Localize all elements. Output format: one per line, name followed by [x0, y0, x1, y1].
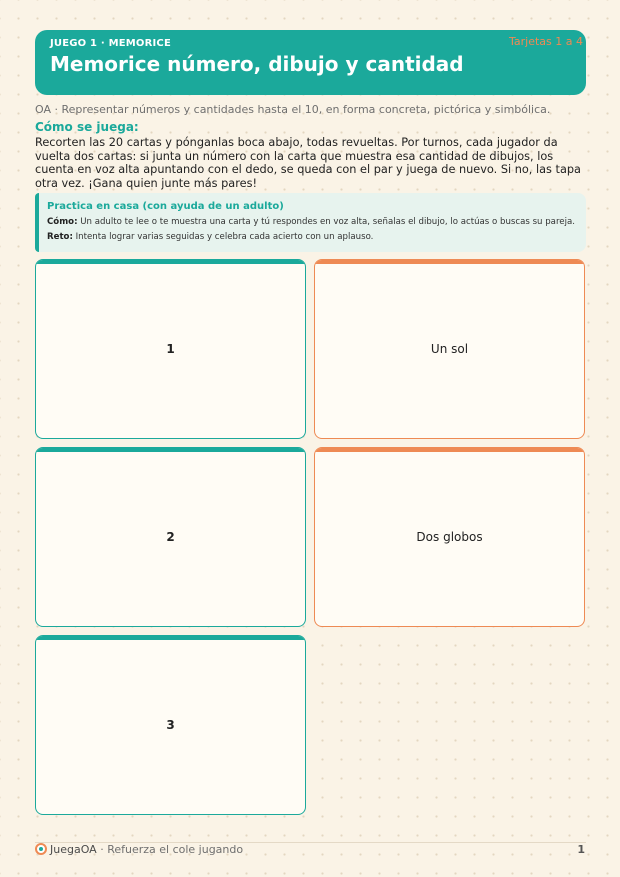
brand-logo-icon	[35, 843, 47, 855]
practice-how-line	[47, 217, 575, 227]
how-to-play-title: Cómo se juega:	[35, 120, 139, 134]
card-number: 1	[166, 342, 175, 356]
practice-how-text: Un adulto te lee o te muestra una carta y tú respondes en voz alta, señalas el dibujo, lo actúas o buscas su pareja.	[77, 217, 575, 227]
game-header	[35, 30, 586, 95]
learning-objective: OA · Representar números y cantidades hasta el 10, en forma concreta, pictórica y simbólica.	[35, 103, 551, 116]
card-number: 3	[166, 718, 175, 732]
memory-card-number-2[interactable]	[35, 447, 306, 627]
practice-challenge-text: Intenta lograr varias seguidas y celebra cada acierto con un aplauso.	[72, 232, 374, 242]
memory-card-picture-balloons[interactable]	[314, 447, 585, 627]
memory-card-number-1[interactable]	[35, 259, 306, 439]
cards-range-label: Tarjetas 1 a 4	[509, 35, 583, 48]
card-picture-label: Dos globos	[416, 530, 483, 544]
card-picture-label: Un sol	[430, 342, 469, 356]
card-number: 2	[166, 530, 175, 544]
practice-challenge-label: Reto:	[47, 232, 73, 242]
memory-card-picture-sun[interactable]	[314, 259, 585, 439]
page-number: 1	[577, 843, 585, 856]
game-kicker: JUEGO 1 · MEMORICE	[50, 38, 172, 49]
how-to-play-text: Recorten las 20 cartas y pónganlas boca abajo, todas revueltas. Por turnos, cada jugador da vuelta dos cartas: si junta un número con la carta que muestra esa cantidad de dibujos, los cuenta en voz alta apuntando con el dedo, se queda con el par y juega de nuevo. Si no, las tapa otra vez. ¡Gana quien junte más pares!	[35, 136, 581, 190]
practice-title: Practica en casa (con ayuda de un adulto)	[47, 201, 284, 212]
practice-how-label: Cómo:	[47, 217, 78, 227]
brand-tagline: · Refuerza el cole jugando	[96, 843, 244, 856]
memory-card-number-3[interactable]	[35, 635, 306, 815]
brand-name: JuegaOA	[50, 843, 97, 856]
practice-challenge-line	[47, 232, 373, 242]
practice-box	[35, 193, 586, 252]
footer-brand	[50, 843, 243, 856]
page-title: Memorice número, dibujo y cantidad	[50, 52, 464, 76]
